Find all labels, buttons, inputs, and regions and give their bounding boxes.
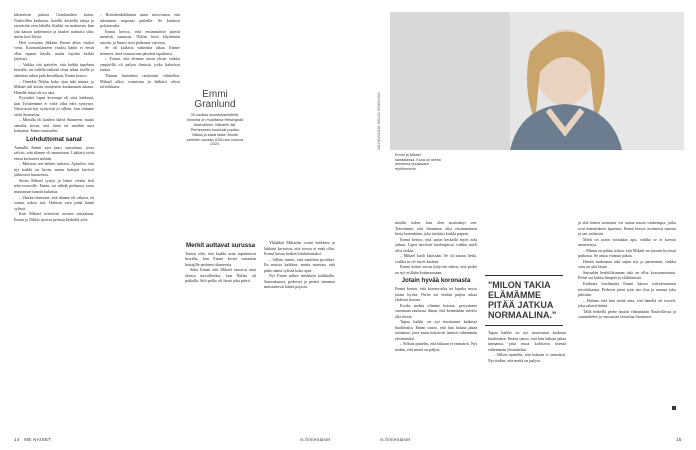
section-name: ME NAISET [24,437,52,442]
section-heading: Jotain hyvää koronasta [401,277,471,285]
column-2 [100,12,180,432]
paragraph: – Muistan sen hetken tarkasti. Ajattelin, että nyt kaikki on hyvin, mutta hoitajat kävivät jatkuvasti huoneessa. [14,161,94,178]
paragraph: ja että hänen tarinansa voi auttaa muita vanhempia, jotka ovat menettäneet lapsensa. Emmi kertoo avoimesti surusta ja sen vaiheista. [578,220,676,237]
paragraph: Koska mekin olimme kotona, pystyimme suremaan rauhassa ilman, että kenenkään tarvitsi olla töissä. [395,302,477,319]
column-2-lower [185,240,335,432]
quote-rule-bottom [485,325,563,326]
paragraph: Se oli kaikista vaikeinta aikaa. Emme tienneet, mitä seuraavana päivänä tapahtuisi. [100,45,180,56]
paragraph: Pyysinkö lupaa kovempi oli siitä hetkestä, kun Tyttäremme ei vielä ollut edes syntynyt. Vatsa-asiat nyt syntyivät jo silloin, kun olimme vielä Suomessa. [14,95,94,117]
quote-rule-top [485,275,563,276]
paragraph: – Minun on pakko uskoa, että Mikael on jossain hyvässä paikassa. Se antaa voimaa jatkaa. [578,247,676,259]
bio-name: Emmi Granlund [194,89,236,110]
paragraph: Kaikesta huolimatta Emmi katsoo tulevaisuuteen toiveikkaana. Perheen pieni tytär tuo iloa ja naurua joka päivään. [578,281,676,298]
paragraph: kilometrin päässä Granlundien kotoa. Nashvillen keskusta, hotellit keskellä taloja ja ravintolat ovat lähellä. Kaikki on mahtavaa, kun sitä katsoo tarkemmin ja kuulee tarinoita siitä, miten koti löytyi. [14,12,94,40]
paragraph: – Hoitohenkilökunta sanoi toivovansa, että tulisimme nopeasti paikalle. Se kuulosti pelottavalta. [100,12,180,29]
paragraph: – Haluan, että hän tietää aina, että hänellä oli isoveli, joka rakasti häntä. [578,297,676,309]
paragraph: Tuntui siltä, että kaikki asiat tapahtuivat kerralla, kun Emmi kertoi sairaalan hoitajille perheen tilanteesta. [185,250,256,267]
paragraph: – Onneksi Niklas koko ajan tuki minua, ja Mikael tuli kotiin viimeisten kuukausien aikana. Hänelle tämä oli iso asia. [14,78,94,95]
paragraph: – Minulla oli kauhea ikävä Suomeen, mutta samalla tiesin, että tämä on meidän uusi kotimme. Emmi muistelee. [14,117,94,134]
paragraph: Tapaa kaikki on nyt muuttunut kaikesta huolimatta. Emmi sanoo, että hän haluaa jakaa tarinansa, jotta muut kokisivat itsensä vähemmän yksinäisiksi. [395,319,477,341]
paragraph: Yhtäkkiä Mikaelin vointi heikkeni ja lääkärit kertoivat, että toivoa ei enää ollut. Emmi kuvaa hetkeä lohduttomaksi. [264,240,335,257]
column-1 [14,12,94,432]
portrait-illustration [390,12,684,150]
column-3 [395,220,477,432]
paragraph: Sairaalan henkilökunnan tuki on ollut korvaamatonta. Perhe sai kokea lämpöä ja välittämistä. [578,269,676,281]
photo-caption: Emmi ja Mikael sairaalassa. Kuva on otettu muistona kuukausia myöhemmin. [395,153,441,172]
page-number: 14 [14,437,20,442]
paragraph: Emmi kokee surun liittyvän siihen, että perhe on nyt erillään kotimaastaan. [395,264,477,275]
paragraph: Emmi kertoo, että surun keskellä myös arki jatkuu. Lapsi tarvitsee huolenpitoa, vaikka mieli olisi raskas. [395,236,477,253]
paragraph: Aamulla Emmi ajoi juuri sairaalaan, jossa selvisi, että tilanne oli muuttunut. Lääkärit eivät ensin kertoneet mitään. [14,144,94,161]
paragraph: Mieli on usein voimakas apu, vaikka se ei korvaa menetettyä. [578,236,676,248]
paragraph: – Silloin tuntui, että maailma pysähtyi. En muista kaikkea, mutta muistan, että pidin häntä sylissä koko ajan. [264,256,335,273]
photo-credit: VALOKUVAAJA: NIKLAS GRANLUND [377,92,381,150]
bio-text: 30-vuotias sisustusarkkitehti, toiminta on muuttanut Helsingistä Nashvilleen. Mikaelin äiti. Perheeseen kuuluvat puoliso Niklas ja kaksi lasta. Muutti perheen kanssa USA:han vuonna 2020. [186,113,244,147]
paragraph: – Vaikka tiesimme, että tilanne oli vakava, en voinut uskoa sitä. Halusin vain pitää häntä sylissä. [14,194,94,211]
paragraph: Sitten Mikael syntyi ja hänet vietiin heti teho-osastolle. Emmi sai nähdä poikansa vasta muutaman tunnin kuluttua. [14,177,94,194]
paragraph: Emmi kertoo, että korona-aika toi lopulta myös jotain hyvää. Perhe sai viettää paljon aikaa yhdessä kotona. [395,286,477,303]
paragraph: Tällä hetkellä perhe nauttii elämästään Nashvillessa ja suunnittelee jo seuraavaa vierailua Suomeen. [578,308,676,320]
paragraph: Heti torstaina Jälkeen Emmi allon vuoksi verta. Koronatilanteen vuoksi häntä ei ensin ollut tapana käydä, mutta lopulta kaikki järjestyi. [14,39,94,62]
portrait-photo [390,12,684,150]
column-3b [488,330,566,432]
footer-left [14,437,51,442]
paragraph: mindle toden, kun olen sisäistänyt sen. Totesimme, että ilmaantui olisi ensimmäinen kerta kenenkään, joka täyttäisi kaikki paperit. [395,220,477,237]
paragraph: Tapaa kaikki on nyt muuttunut kaikesta huolimatta. Emmi sanoo, että hän haluaa jakaa tarinansa, jotta muut kokisivat itsensä vähemmän yksinäisiksi. [488,330,566,352]
section-heading: Lohduttomat sanat [26,136,82,144]
footer-url-right[interactable]: is.fi/menaiset [380,437,411,442]
paragraph: Emmi kertoo, että ensimmäiset päivät menivät sumussa. Niklas hoiti käytännön asioita, ja Emmi istui poikansa vieressä. [100,28,180,45]
paragraph: – Vaikka sitä ajattelee, että kaikki tapahtuu kerralla, on todella tärkeää ottaa aikaa itselle ja rakentaa arkea pala kerrallaan, Emmi kertoo. [14,61,94,79]
paragraph: Tilanne kuitenkin rauhoittui vähitellen. Mikael alkoi voimistua ja lääkärit olivat toiveikkaita. [100,73,180,90]
paragraph: Nyt Emmi näkee merkkejä kaikkialla. Sateenkaaret, perhoset ja pienet sattumat muistuttavat häntä pojasta. [264,273,335,290]
paragraph: Sekä Emmi että Mikael tunsivat aina olonsa turvalliseksi, kun Niklas oli paikalla. Silti pelko oli läsnä joka päivä. [185,267,256,284]
pull-quote: "MILON TAKIA ELÄMÄMME PITÄÄ JATKUA NORMAALINA." [488,280,557,320]
paragraph: Hänen mukaansa arki sujuu nyt jo paremmin, vaikka suru on yhä läsnä. [578,258,676,270]
footer-url[interactable]: is.fi/menaiset [300,437,331,442]
section-heading: Merkit auttavat surussa [185,242,256,249]
paragraph: Kun Mikael siirrettiin toiseen sairaalaan, Emmi ja Niklas ajoivat perässä keskellä yötä. [14,211,94,222]
paragraph: – Tuntui, että olimme aivan yksin, vaikka ympärillä oli paljon ihmisiä, jotka halusivat auttaa. [100,56,180,73]
article-end-mark [672,406,676,410]
column-4 [578,220,676,410]
paragraph: – Silloin ajattelin, että kukaan ei ymmärrä. Nyt tiedän, että meitä on paljon. [488,352,566,363]
paragraph: – Silloin ajattelin, että kukaan ei ymmärrä. Nyt tiedän, että meitä on paljon. [395,341,477,353]
page-number-right: 15 [676,437,682,442]
paragraph: – Mikael kuoli käsissäni. Se oli kaunis hetki, vaikka se oli myös kauhea. [395,253,477,264]
